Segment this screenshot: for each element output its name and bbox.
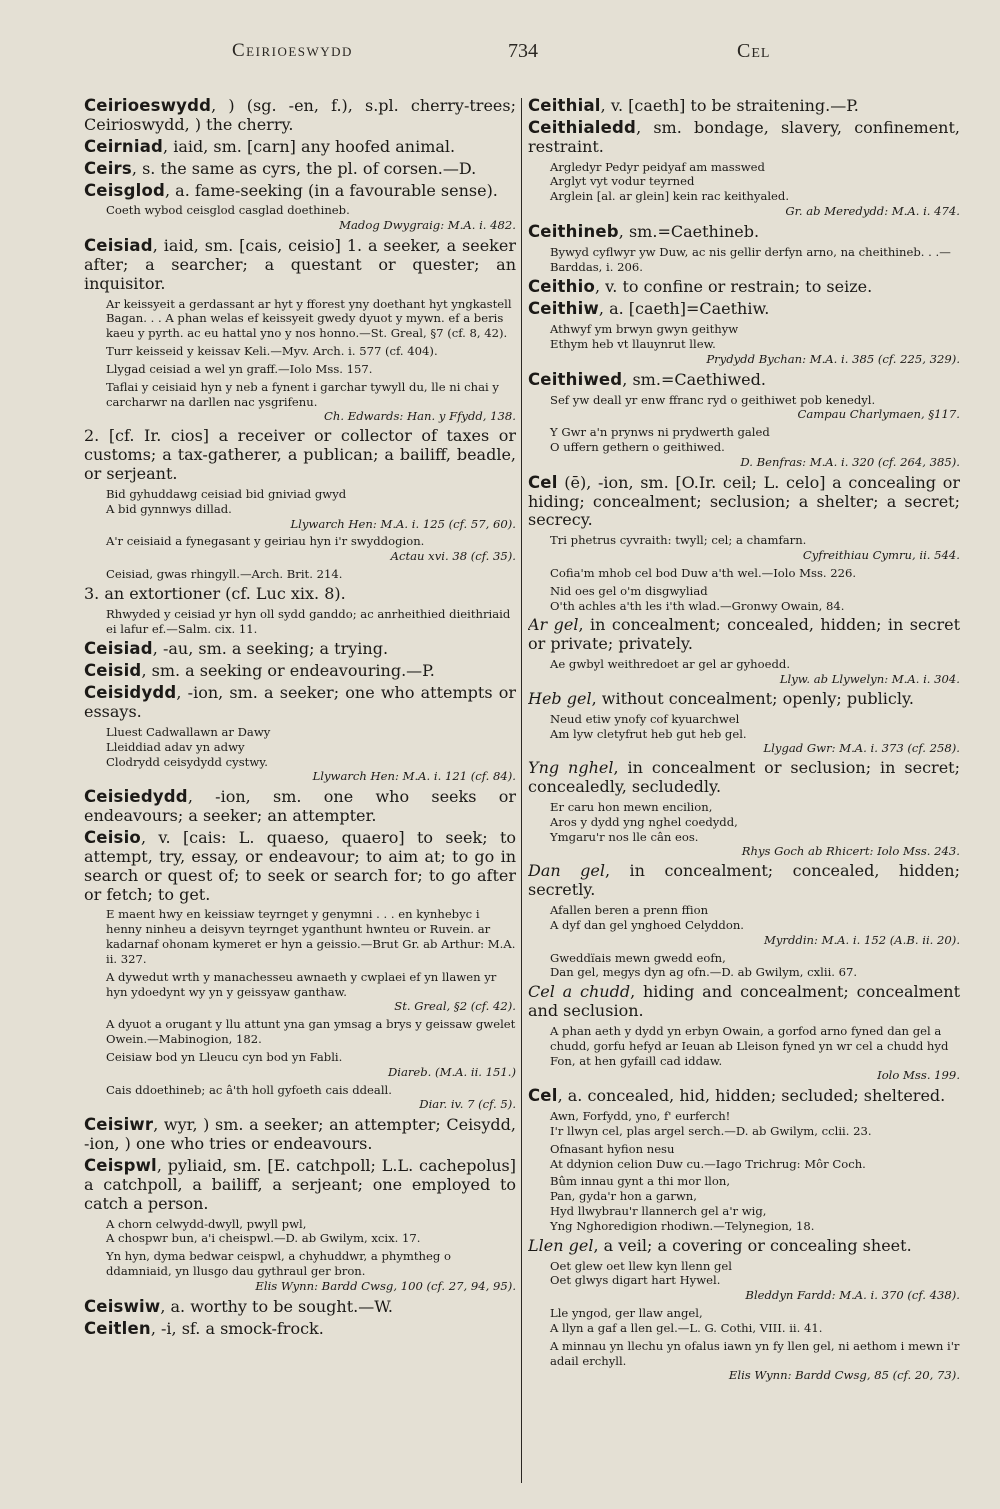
- entry-definition: , v. [caeth] to be straitening.—P.: [600, 96, 859, 115]
- entry-definition: , sm. a seeking or endeavouring.—P.: [141, 661, 435, 681]
- entry-definition: , a. fame-seeking (in a favourable sense).: [165, 180, 498, 200]
- entry-definition: , sm. bondage, slavery, confinement, restraint.: [528, 117, 960, 156]
- entry-definition: , -ion, sm. a seeker; one who attempts or essays.: [84, 683, 516, 722]
- entry-headword: Ceirniad: [84, 136, 164, 156]
- quote-line: Coeth wybod ceisglod casglad doethineb.: [106, 203, 350, 218]
- entry-headword: Cel: [528, 472, 558, 492]
- citation-quote: [106, 1083, 516, 1113]
- dictionary-entry: [528, 473, 960, 531]
- entry-phrase: Yng nghel: [528, 758, 614, 778]
- quote-line: Ceisiaw bod yn Lleucu cyn bod yn Fabli.: [106, 1049, 343, 1064]
- citation-quote: [550, 1339, 960, 1383]
- quote-line: Llygad ceisiad a wel yn graff.—Iolo Mss. 157.: [106, 361, 373, 376]
- entry-definition: (ē), -ion, sm. [O.Ir. ceil; L. celo] a concealing or hiding; concealment; seclusion; a shelter; a secret; secrecy.: [528, 472, 960, 530]
- quote-source: Gr. ab Meredydd: M.A. i. 474.: [785, 204, 960, 219]
- dictionary-entry: [84, 137, 516, 157]
- citation-quote: [550, 245, 960, 275]
- quote-line: E maent hwy en keissiaw teyrnget y genymni . . . en kynhebyc i henny ninheu a deisyvn teyrnget yganthunt hwnteu or Ruvein. ar kadarnaf ohonam kymeret er hyn a geissio.—Brut Gr. ab Arthur: M.A. ii. 327.: [106, 907, 516, 966]
- citation-quote: [106, 362, 516, 377]
- entry-definition: , iaid, sm. [cais, ceisio] 1. a seeker, a seeker after; a searcher; a questant or quester; an inquisitor.: [84, 236, 516, 293]
- quote-line: Taflai y ceisiaid hyn y neb a fynent i garchar tywyll du, lle ni chai y carcharwr na darllen nac ysgrifenu.: [106, 379, 499, 409]
- citation-quote: [550, 903, 960, 947]
- column-divider: [521, 98, 522, 1483]
- citation-quote: [106, 907, 516, 966]
- citation-quote: [106, 487, 516, 531]
- entry-definition: , ) (sg. -en, f.), s.pl. cherry-trees; Ceirioswydd, ) the cherry.: [84, 96, 516, 134]
- quote-source: Rhys Goch ab Rhicert: Iolo Mss. 243.: [741, 844, 960, 859]
- quote-line: Arglein [al. ar glein] kein rac keithyaled.: [550, 189, 790, 204]
- citation-quote: [550, 1109, 960, 1139]
- quote-line: Bûm innau gynt a thi mor llon,: [550, 1174, 731, 1189]
- entry-definition: , sm.=Caethineb.: [618, 221, 760, 241]
- entry-headword: Ceisiad: [84, 236, 153, 256]
- quote-source: Llywarch Hen: M.A. i. 121 (cf. 84).: [312, 769, 516, 784]
- quote-line: A llyn a gaf a llen gel.—L. G. Cothi, VIII. ii. 41.: [550, 1320, 823, 1335]
- entry-headword: Ceithineb: [528, 221, 619, 241]
- citation-quote: [106, 970, 516, 1014]
- quote-line: Nid oes gel o'm disgwyliad: [550, 583, 708, 598]
- quote-line: Pan, gyda'r hon a garwn,: [550, 1189, 697, 1204]
- header-right-guideword: Cel: [737, 40, 771, 62]
- entry-definition: , v. [cais: L. quaeso, quaero] to seek; to attempt, try, essay, or endeavour; to aim at; to go in search or quest of; to seek or search for; to go after or fetch; to get.: [84, 827, 516, 904]
- quote-source: Llywarch Hen: M.A. i. 125 (cf. 57, 60).: [290, 516, 516, 531]
- quote-source: Elis Wynn: Bardd Cwsg, 100 (cf. 27, 94, 95).: [255, 1278, 516, 1293]
- citation-quote: [106, 380, 516, 424]
- page-number: 734: [508, 40, 538, 62]
- quote-source: Myrddin: M.A. i. 152 (A.B. ii. 20).: [764, 932, 960, 947]
- quote-line: Bid gyhuddawg ceisiad bid gniviad gwyd: [106, 486, 347, 501]
- quote-line: A dyf dan gel ynghoed Celyddon.: [550, 917, 744, 932]
- citation-quote: [550, 160, 960, 219]
- quote-line: A dyuot a orugant y llu attunt yna gan ymsag a brys y geissaw gwelet Owein.—Mabinogion, 182.: [106, 1017, 516, 1047]
- citation-quote: [550, 1024, 960, 1083]
- quote-line: Turr keisseid y keissav Keli.—Myv. Arch. i. 577 (cf. 404).: [106, 344, 438, 359]
- quote-line: Arglyt vyt vodur teyrned: [550, 174, 695, 189]
- entry-definition: , iaid, sm. [carn] any hoofed animal.: [163, 136, 456, 156]
- entry-headword: Ceithial: [528, 96, 601, 115]
- entry-definition: , hiding and concealment; concealment and seclusion.: [528, 982, 960, 1021]
- quote-line: A'r ceisiaid a fynegasant y geiriau hyn i'r swyddogion.: [106, 534, 425, 549]
- dictionary-entry: [84, 1156, 516, 1214]
- entry-headword: Ceithiwed: [528, 369, 623, 389]
- entry-definition: , a. concealed, hid, hidden; secluded; sheltered.: [557, 1086, 946, 1106]
- citation-quote: [550, 566, 960, 581]
- citation-quote: [550, 1259, 960, 1303]
- dictionary-entry: 2. [cf. Ir. cios] a receiver or collector of taxes or customs; a tax-gatherer, a publican; a bailiff, beadle, or serjeant.: [84, 426, 516, 484]
- citation-quote: [550, 712, 960, 756]
- running-header: [0, 40, 1000, 76]
- entry-definition: , sm.=Caethiwed.: [622, 369, 766, 389]
- dictionary-entry: [528, 690, 960, 709]
- entry-headword: Ceisiad: [84, 639, 153, 659]
- entry-definition: , a. [caeth]=Caethiw.: [598, 299, 770, 319]
- citation-quote: [550, 322, 960, 366]
- entry-phrase: Cel a chudd: [528, 982, 631, 1002]
- entry-phrase: Ar gel: [528, 615, 579, 635]
- quote-line: Lle yngod, ger llaw angel,: [550, 1306, 703, 1321]
- quote-line: I'r llwyn cel, plas argel serch.—D. ab Gwilym, cclii. 23.: [550, 1123, 872, 1138]
- entry-headword: Ceithialedd: [528, 117, 637, 137]
- entry-definition: , s. the same as cyrs, the pl. of corsen.—D.: [131, 158, 477, 178]
- quote-line: Ceisiad, gwas rhingyll.—Arch. Brit. 214.: [106, 567, 343, 582]
- entry-headword: Ceithio: [528, 277, 595, 297]
- quote-source: Diareb. (M.A. ii. 151.): [387, 1064, 516, 1079]
- entry-definition: , in concealment or seclusion; in secret; concealedly, secludedly.: [528, 758, 960, 797]
- entry-headword: Ceitlen: [84, 1318, 151, 1338]
- right-column: [528, 96, 960, 1481]
- quote-line: A chorn celwydd-dwyll, pwyll pwl,: [106, 1216, 307, 1231]
- entry-headword: Cel: [528, 1086, 558, 1106]
- quote-line: Yng Nghoredigion rhodiwn.—Telynegion, 18.: [550, 1218, 815, 1233]
- quote-line: A chospwr bun, a'i cheispwl.—D. ab Gwilym, xcix. 17.: [106, 1231, 421, 1246]
- quote-source: Llyw. ab Llywelyn: M.A. i. 304.: [779, 672, 960, 687]
- citation-quote: [550, 657, 960, 687]
- quote-line: Dan gel, megys dyn ag ofn.—D. ab Gwilym, cxlii. 67.: [550, 965, 858, 980]
- dictionary-entry: [528, 983, 960, 1021]
- entry-phrase: Dan gel: [528, 861, 605, 881]
- dictionary-entry: [84, 683, 516, 722]
- quote-line: Hyd llwybrau'r llannerch gel a'r wig,: [550, 1204, 767, 1219]
- header-left-guideword: Ceirioeswydd: [232, 40, 353, 61]
- citation-quote: [550, 1306, 960, 1336]
- dictionary-entry: [84, 787, 516, 826]
- dictionary-entry: [528, 299, 960, 319]
- quote-line: Rhwyded y ceisiad yr hyn oll sydd ganddo; ac anrheithied dieithriaid ei lafur ef.—Salm. cix. 11.: [106, 606, 511, 636]
- entry-headword: Ceirioeswydd: [84, 96, 212, 115]
- quote-line: Clodrydd ceisydydd cystwy.: [106, 754, 268, 769]
- citation-quote: [550, 584, 960, 614]
- entry-definition: , -ion, sm. one who seeks or endeavours; a seeker; an attempter.: [84, 787, 516, 826]
- quote-source: Llygad Gwr: M.A. i. 373 (cf. 258).: [763, 741, 960, 756]
- dictionary-entry: [528, 96, 960, 116]
- quote-line: Am lyw cletyfrut heb gut heb gel.: [550, 726, 747, 741]
- dictionary-entry: [528, 222, 960, 242]
- quote-line: Oet glwys digart hart Hywel.: [550, 1273, 721, 1288]
- quote-line: O'th achles a'th les i'th wlad.—Gronwy Owain, 84.: [550, 598, 845, 613]
- quote-line: Oet glew oet llew kyn llenn gel: [550, 1258, 732, 1273]
- quote-source: Madog Dwygraig: M.A. i. 482.: [339, 218, 516, 233]
- entry-phrase: Heb gel: [528, 688, 592, 708]
- quote-line: Afallen beren a prenn ffion: [550, 903, 709, 918]
- citation-quote: [106, 297, 516, 341]
- dictionary-entry: [84, 159, 516, 179]
- dictionary-entry: [84, 828, 516, 905]
- quote-line: Y Gwr a'n prynws ni prydwerth galed: [550, 425, 770, 440]
- quote-line: Ethym heb vt llauynrut llew.: [550, 337, 716, 352]
- dictionary-entry: 3. an extortioner (cf. Luc xix. 8).: [84, 583, 346, 603]
- quote-line: Gweddïais mewn gwedd eofn,: [550, 950, 726, 965]
- quote-line: Ymgaru'r nos lle cân eos.: [550, 829, 699, 844]
- quote-line: Bywyd cyflwyr yw Duw, ac nis gellir derfyn arno, na cheithineb. . .—Barddas, i. 206.: [550, 244, 951, 274]
- citation-quote: [106, 1050, 516, 1080]
- dictionary-entry: [84, 236, 516, 294]
- dictionary-entry: [84, 1297, 516, 1317]
- quote-line: At ddynion celion Duw cu.—Iago Trichrug: Môr Coch.: [550, 1156, 866, 1171]
- quote-source: Elis Wynn: Bardd Cwsg, 85 (cf. 20, 73).: [728, 1368, 960, 1383]
- quote-line: Cais ddoethineb; ac â'th holl gyfoeth cais ddeall.: [106, 1082, 392, 1097]
- citation-quote: [550, 533, 960, 563]
- entry-definition: , in concealment; concealed, hidden; secretly.: [528, 861, 960, 900]
- quote-line: A phan aeth y dydd yn erbyn Owain, a gorfod arno fyned dan gel a chudd, gorfu hefyd ar Ieuan ab Lleison fyned yn wr cel a chudd hyd Fon, at hen gyfaill cad iddaw.: [550, 1023, 949, 1068]
- quote-line: Ar keissyeit a gerdassant ar hyt y fforest yny doethant hyt yngkastell Bagan. . . A phan welas ef keissyeit gwedy dyuot y mywn. ef a beris kaeu y pyrth. ac eu hattal yno y nos honno.—St. Greal, §7 (cf. 8, 42).: [106, 296, 512, 341]
- entry-definition: , v. to confine or restrain; to seize.: [594, 277, 873, 297]
- dictionary-entry: [84, 1115, 516, 1154]
- entry-definition: , without concealment; openly; publicly.: [591, 688, 914, 708]
- quote-source: Ch. Edwards: Han. y Ffydd, 138.: [324, 409, 516, 424]
- quote-source: Bleddyn Fardd: M.A. i. 370 (cf. 438).: [745, 1288, 960, 1303]
- entry-definition: , pyliaid, sm. [E. catchpoll; L.L. cachepolus] a catchpoll, a bailiff, a serjeant; one employed to catch a person.: [84, 1155, 516, 1213]
- dictionary-entry: [528, 1086, 960, 1106]
- quote-line: Lleiddiad adav yn adwy: [106, 739, 245, 754]
- quote-line: Ofnasant hyfion nesu: [550, 1141, 675, 1156]
- citation-quote: [550, 393, 960, 423]
- citation-quote: [106, 203, 516, 233]
- entry-headword: Ceisglod: [84, 180, 165, 200]
- entry-definition: , wyr, ) sm. a seeker; an attempter; Ceisydd, -ion, ) one who tries or endeavours.: [84, 1115, 516, 1154]
- entry-definition: , -au, sm. a seeking; a trying.: [152, 639, 389, 659]
- dictionary-entry: [84, 181, 516, 201]
- dictionary-entry: [528, 370, 960, 390]
- entry-definition: , -i, sf. a smock-frock.: [150, 1318, 324, 1338]
- entry-definition: , in concealment; concealed, hidden; in secret or private; privately.: [528, 615, 960, 654]
- quote-line: Athwyf ym brwyn gwyn geithyw: [550, 322, 739, 337]
- quote-line: Neud etiw ynofy cof kyuarchwel: [550, 711, 740, 726]
- citation-quote: [550, 425, 960, 469]
- quote-line: O uffern gethern o geithiwed.: [550, 440, 725, 455]
- entry-headword: Ceithiw: [528, 299, 599, 319]
- dictionary-entry: [84, 661, 516, 681]
- quote-source: Cyfreithiau Cymru, ii. 544.: [802, 548, 960, 563]
- quote-line: A bid gynnwys dillad.: [106, 501, 232, 516]
- dictionary-entry: [528, 1237, 960, 1256]
- citation-quote: [550, 800, 960, 859]
- citation-quote: [550, 951, 960, 981]
- quote-line: Cofia'm mhob cel bod Duw a'th wel.—Iolo Mss. 226.: [550, 566, 857, 580]
- quote-line: Er caru hon mewn encilion,: [550, 800, 713, 814]
- entry-definition: , a veil; a covering or concealing sheet.: [593, 1235, 912, 1255]
- quote-source: Actau xvi. 38 (cf. 35).: [390, 549, 516, 564]
- entry-headword: Ceisiwr: [84, 1115, 154, 1135]
- dictionary-entry: [84, 639, 516, 659]
- citation-quote: [550, 1174, 960, 1233]
- citation-quote: [106, 607, 516, 637]
- citation-quote: [106, 344, 516, 359]
- entry-headword: Ceisiedydd: [84, 787, 188, 807]
- dictionary-entry: [84, 1319, 516, 1339]
- quote-line: Ae gwbyl weithredoet ar gel ar gyhoedd.: [550, 657, 791, 672]
- quote-line: Tri phetrus cyvraith: twyll; cel; a chamfarn.: [550, 533, 807, 548]
- entry-headword: Ceisio: [84, 827, 141, 847]
- citation-quote: [106, 534, 516, 564]
- entry-headword: Ceirs: [84, 158, 132, 178]
- quote-line: A dywedut wrth y manachesseu awnaeth y cwplaei ef yn llawen yr hyn ydoedynt wy yn y geissyaw ganthaw.: [106, 969, 497, 999]
- quote-source: D. Benfras: M.A. i. 320 (cf. 264, 385).: [740, 454, 960, 469]
- dictionary-entry: [528, 616, 960, 654]
- quote-source: Diar. iv. 7 (cf. 5).: [419, 1097, 516, 1112]
- quote-source: St. Greal, §2 (cf. 42).: [394, 999, 516, 1014]
- dictionary-entry: [528, 118, 960, 157]
- entry-definition: , a. worthy to be sought.—W.: [160, 1296, 393, 1316]
- entry-phrase: Llen gel: [528, 1235, 594, 1255]
- quote-line: Awn, Forfydd, yno, f' eurferch!: [550, 1109, 731, 1124]
- quote-line: Lluest Cadwallawn ar Dawy: [106, 724, 271, 739]
- quote-source: Prydydd Bychan: M.A. i. 385 (cf. 225, 329).: [706, 351, 960, 366]
- citation-quote: [106, 1217, 516, 1247]
- quote-line: Aros y dydd yng nghel coedydd,: [550, 814, 738, 829]
- citation-quote: [106, 725, 516, 784]
- quote-line: Argledyr Pedyr peidyaf am masswed: [550, 159, 765, 174]
- entry-headword: Ceisidydd: [84, 683, 177, 703]
- dictionary-entry: [84, 96, 516, 135]
- citation-quote: [106, 567, 516, 582]
- quote-line: Yn hyn, dyma bedwar ceispwl, a chyhuddwr, a phymtheg o ddamniaid, yn llusgo dau gythraul ger bron.: [106, 1249, 451, 1279]
- entry-headword: Ceiswiw: [84, 1296, 161, 1316]
- quote-source: Iolo Mss. 199.: [877, 1068, 960, 1083]
- dictionary-entry: [528, 759, 960, 797]
- citation-quote: [550, 1142, 960, 1172]
- citation-quote: [106, 1017, 516, 1047]
- quote-source: Campau Charlymaen, §117.: [797, 407, 960, 422]
- entry-headword: Ceispwl: [84, 1155, 157, 1175]
- quote-line: Sef yw deall yr enw ffranc ryd o geithiwet pob kenedyl.: [550, 392, 876, 407]
- citation-quote: [106, 1249, 516, 1293]
- entry-headword: Ceisid: [84, 661, 142, 681]
- quote-line: A minnau yn llechu yn ofalus iawn yn fy llen gel, ni aethom i mewn i'r adail erchyll.: [550, 1338, 960, 1368]
- dictionary-entry: [528, 862, 960, 900]
- dictionary-entry: [528, 277, 960, 297]
- left-column: [84, 96, 516, 1481]
